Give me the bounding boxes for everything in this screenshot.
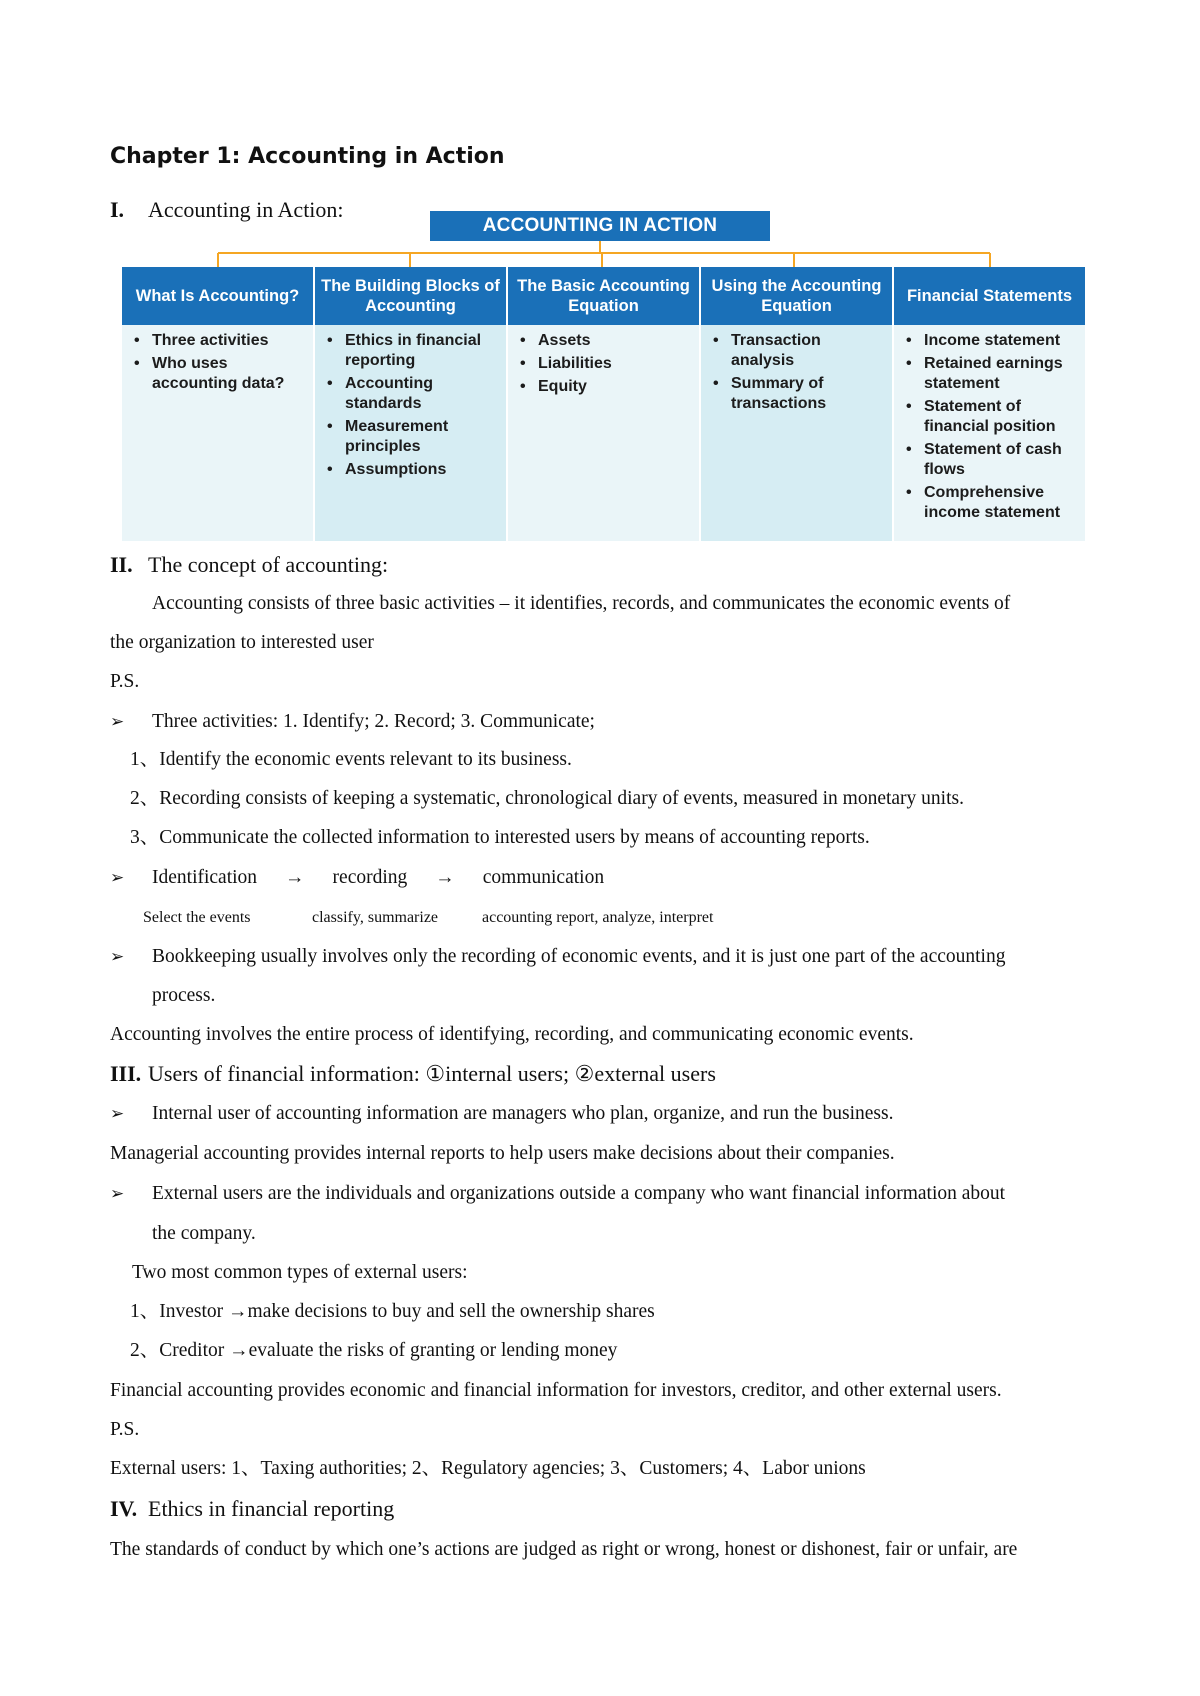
paragraph: Accounting involves the entire process of identifying, recording, and communicating economic events. [110, 1024, 914, 1045]
diagram-column-building-blocks [315, 267, 506, 543]
column-item: • Statement of cash flows [906, 440, 1081, 480]
bullet-line: ➢ External users are the individuals and organizations outside a company who want financial information about [110, 1183, 1006, 1204]
section-2-heading [110, 553, 388, 577]
section-4-number: IV. [110, 1496, 138, 1521]
accounting-in-action-diagram [122, 211, 1086, 543]
column-item: • Who uses accounting data? [134, 354, 309, 394]
section-2-title: The concept of accounting: [148, 552, 389, 577]
list-item: 2、Recording consists of keeping a systematic, chronological diary of events, measured in monetary units. [130, 788, 964, 809]
list-item: 1、Investor →make decisions to buy and sell the ownership shares [130, 1301, 655, 1322]
ps-label: P.S. [110, 1419, 140, 1440]
section-3-title: Users of financial information: ①internal users; ②external users [148, 1061, 716, 1086]
column-item: • Assets [520, 331, 695, 351]
column-item: • Statement of financial position [906, 397, 1081, 437]
column-heading: Financial Statements [894, 267, 1085, 325]
flow-sub-select: Select the events [143, 909, 251, 926]
column-item: • Ethics in financial reporting [327, 331, 502, 371]
column-item: • Summary of transactions [713, 374, 888, 414]
paragraph: Managerial accounting provides internal reports to help users make decisions about their companies. [110, 1143, 895, 1164]
paragraph: External users: 1、Taxing authorities; 2、Regulatory agencies; 3、Customers; 4、Labor unions [110, 1458, 866, 1479]
column-heading: Using the Accounting Equation [701, 267, 892, 325]
diagram-column-financial-statements [894, 267, 1085, 543]
ps-label: P.S. [110, 671, 140, 692]
section-1-number: I. [110, 197, 125, 222]
column-item: • Three activities [134, 331, 309, 351]
arrow-bullet-icon: ➢ [110, 947, 125, 966]
column-item: • Transaction analysis [713, 331, 888, 371]
diagram-column-using-equation [701, 267, 892, 543]
paragraph: Accounting consists of three basic activities – it identifies, records, and communicates the economic events of [152, 593, 1011, 614]
paragraph: Two most common types of external users: [132, 1262, 468, 1283]
right-arrow-icon: → [435, 867, 455, 888]
paragraph: Financial accounting provides economic and financial information for investors, creditor, and other external users. [110, 1380, 1002, 1401]
column-heading: The Building Blocks of Accounting [315, 267, 506, 325]
section-4-heading [110, 1497, 394, 1521]
column-heading: The Basic Accounting Equation [508, 267, 699, 325]
section-4-title: Ethics in financial reporting [148, 1496, 395, 1521]
column-item: • Comprehensive income statement [906, 483, 1081, 523]
diagram-column-what-is-accounting [122, 267, 313, 543]
section-3-heading [110, 1062, 716, 1086]
column-item: • Equity [520, 377, 695, 397]
section-2-number: II. [110, 552, 133, 577]
list-item: 3、Communicate the collected information to interested users by means of accounting reports. [130, 827, 870, 848]
section-3-number: III. [110, 1061, 142, 1086]
right-arrow-icon: → [285, 867, 305, 888]
paragraph: The standards of conduct by which one’s actions are judged as right or wrong, honest or dishonest, fair or unfair, are [110, 1539, 1018, 1560]
flow-line: ➢ Identification → recording → communication [110, 867, 605, 888]
list-item: 1、Identify the economic events relevant to its business. [130, 749, 572, 770]
column-item: • Measurement principles [327, 417, 502, 457]
flow-sub-report: accounting report, analyze, interpret [482, 909, 714, 926]
bullet-line: ➢ Internal user of accounting information are managers who plan, organize, and run the business. [110, 1103, 894, 1124]
column-item: • Income statement [906, 331, 1081, 351]
column-item: • Liabilities [520, 354, 695, 374]
diagram-column-basic-equation [508, 267, 699, 543]
arrow-bullet-icon: ➢ [110, 1184, 125, 1203]
column-item: • Assumptions [327, 460, 502, 480]
arrow-bullet-icon: ➢ [110, 1104, 125, 1123]
bullet-line: ➢ Bookkeeping usually involves only the recording of economic events, and it is just one part of the accounting [110, 946, 1006, 967]
column-item: • Accounting standards [327, 374, 502, 414]
bullet-line: ➢ Three activities: 1. Identify; 2. Record; 3. Communicate; [110, 711, 595, 732]
column-item: • Retained earnings statement [906, 354, 1081, 394]
arrow-bullet-icon: ➢ [110, 868, 125, 887]
chapter-title: Chapter 1: Accounting in Action [110, 144, 505, 169]
flow-sub-classify: classify, summarize [312, 909, 439, 926]
section-1-title: Accounting in Action: [148, 197, 344, 222]
paragraph: the organization to interested user [110, 632, 374, 653]
diagram-title: ACCOUNTING IN ACTION [430, 211, 770, 241]
paragraph: process. [152, 985, 216, 1006]
column-heading: What Is Accounting? [122, 267, 313, 325]
arrow-bullet-icon: ➢ [110, 712, 125, 731]
list-item: 2、Creditor →evaluate the risks of granting or lending money [130, 1340, 618, 1361]
paragraph: the company. [152, 1223, 256, 1244]
